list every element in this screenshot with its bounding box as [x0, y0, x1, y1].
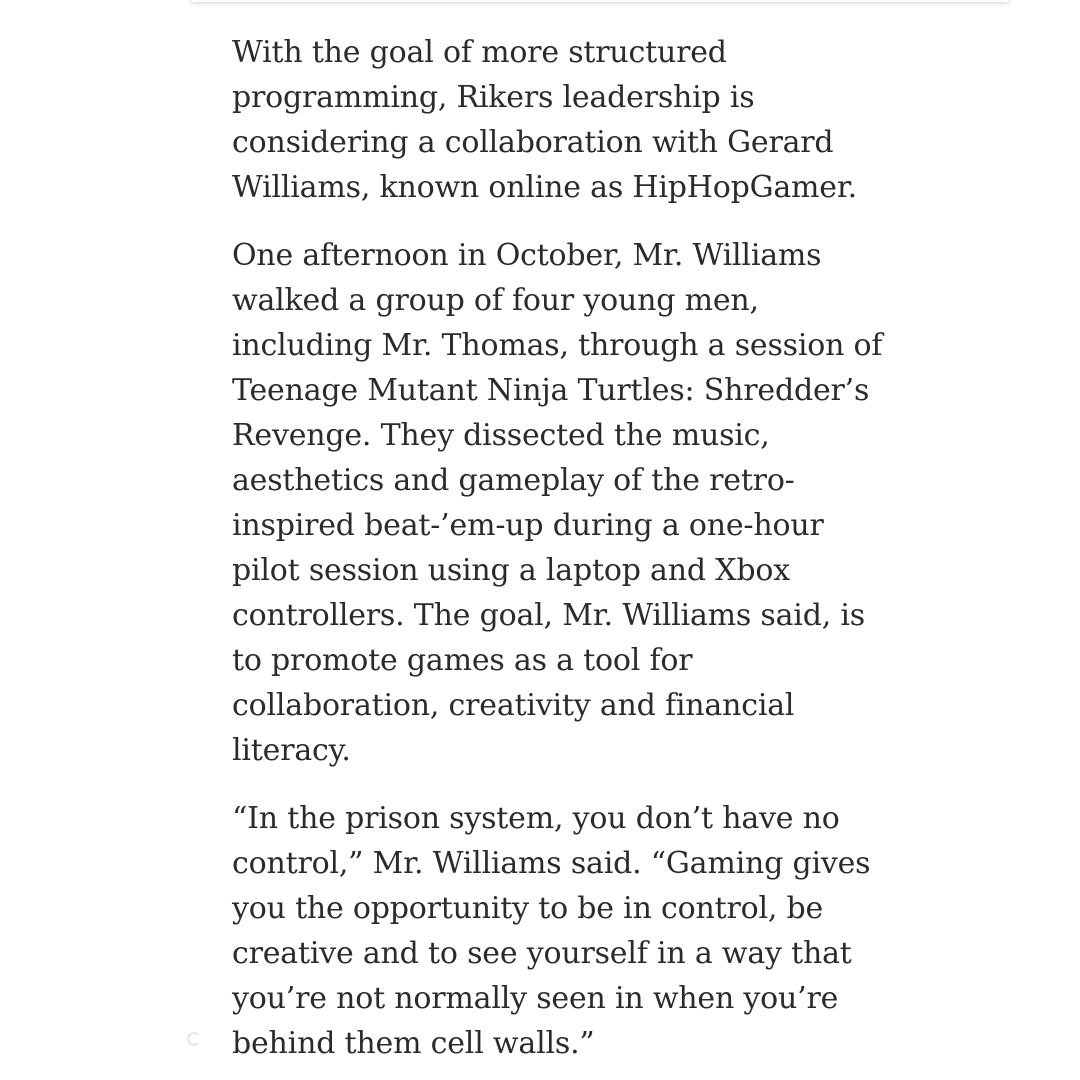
loading-spinner-icon	[187, 1032, 201, 1046]
paragraph-line: including Mr. Thomas, through a session of	[232, 328, 883, 363]
paragraph-line: controllers. The goal, Mr. Williams said, is	[232, 598, 865, 633]
paragraph-line: One afternoon in October, Mr. Williams	[232, 238, 822, 273]
paragraph-line: Williams, known online as HipHopGamer.	[232, 170, 858, 205]
paragraph-line: you’re not normally seen in when you’re	[232, 981, 839, 1016]
paragraph-line: creative and to see yourself in a way that	[232, 936, 852, 971]
paragraph-line: control,” Mr. Williams said. “Gaming gives	[232, 846, 871, 881]
paragraph-line: pilot session using a laptop and Xbox	[232, 553, 790, 588]
paragraph-2	[232, 233, 883, 773]
paragraph-line: With the goal of more structured	[232, 35, 727, 70]
paragraph-line: “In the prison system, you don’t have no	[232, 801, 840, 836]
paragraph-line: considering a collaboration with Gerard	[232, 125, 834, 160]
top-card-edge	[190, 0, 1010, 2]
paragraph-line: walked a group of four young men,	[232, 283, 759, 318]
paragraph-line: aesthetics and gameplay of the retro-	[232, 463, 795, 498]
paragraph-1	[232, 30, 872, 210]
paragraph-line: Revenge. They dissected the music,	[232, 418, 770, 453]
paragraph-3	[232, 796, 872, 1066]
paragraph-line: inspired beat-’em-up during a one-hour	[232, 508, 824, 543]
paragraph-line: literacy.	[232, 733, 351, 768]
paragraph-line: collaboration, creativity and financial	[232, 688, 795, 723]
paragraph-line: to promote games as a tool for	[232, 643, 693, 678]
article-body	[232, 30, 883, 1080]
paragraph-line: behind them cell walls.”	[232, 1026, 595, 1061]
paragraph-line: Teenage Mutant Ninja Turtles: Shredder’s	[232, 373, 870, 408]
paragraph-line: you the opportunity to be in control, be	[232, 891, 824, 926]
paragraph-line: programming, Rikers leadership is	[232, 80, 755, 115]
